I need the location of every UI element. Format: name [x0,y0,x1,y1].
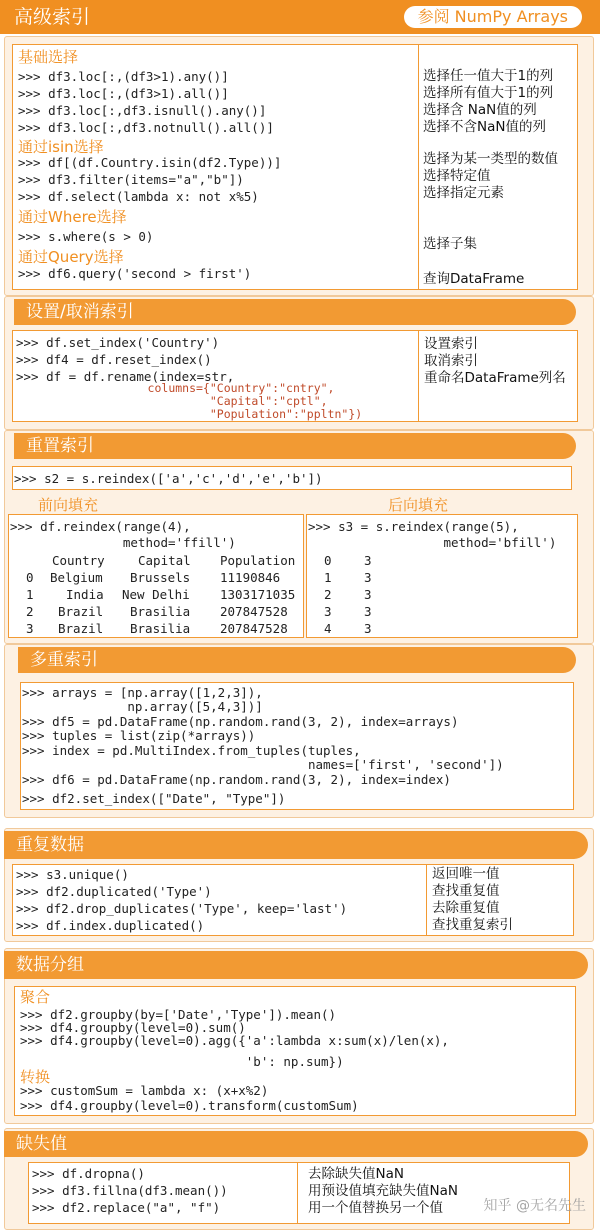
section-header-duplicates: 重复数据 [4,831,588,859]
code-line: >>> df6 = pd.DataFrame(np.random.rand(3, 2), index=index) [22,772,451,787]
table-cell: 3 [364,570,372,585]
description: 去除缺失值NaN [308,1166,404,1182]
section-header-multiindex: 多重索引 [18,647,576,673]
description: 选择所有值大于1的列 [423,85,554,101]
section-header-reindex: 重置索引 [14,433,576,459]
column-divider [426,865,427,935]
table-cell: 207847528 [220,604,288,619]
subheading-isin: 通过isin选择 [18,138,104,156]
table-cell: 207847528 [220,621,288,636]
description: 选择为某一类型的数值 [423,151,558,167]
code-line: >>> df3.filter(items="a","b"]) [18,172,244,187]
table-cell: 1 [324,570,332,585]
code-line: >>> df3.loc[:,df3.isnull().any()] [18,103,267,118]
column-divider [418,331,419,421]
description: 用一个值替换另一个值 [308,1200,443,1216]
table-cell: India [66,587,104,602]
code-line: >>> df4 = df.reset_index() [16,352,212,367]
table-cell: 2 [324,587,332,602]
code-line: method='ffill') [10,535,236,550]
description: 去除重复值 [432,900,500,916]
code-line: >>> df.set_index('Country') [16,335,220,350]
table-cell: 1 [26,587,34,602]
description: 用预设值填充缺失值NaN [308,1183,458,1199]
numpy-reference-link[interactable]: 参阅 NumPy Arrays [404,6,582,28]
code-line: >>> df3.loc[:,(df3>1).all()] [18,86,229,101]
code-line: >>> df2.set_index(["Date", "Type"]) [22,791,286,806]
table-cell: 3 [324,604,332,619]
code-line: names=['first', 'second']) [22,757,504,772]
subheading-transform: 转换 [20,1068,51,1086]
code-line: >>> arrays = [np.array([1,2,3]), [22,685,263,700]
code-line: method='bfill') [308,535,557,550]
table-cell: 0 [324,553,332,568]
code-line: >>> df[(df.Country.isin(df2.Type))] [18,155,282,170]
section-header-set-index: 设置/取消索引 [14,299,576,325]
code-line: >>> df2.duplicated('Type') [16,884,212,899]
section-title: 高级索引 [14,6,91,28]
code-line: "Population":"ppltn"}) [16,407,363,421]
table-cell: 3 [364,621,372,636]
table-cell: 3 [26,621,34,636]
description: 查找重复值 [432,883,500,899]
column-divider [297,1163,298,1223]
subheading-basic-selection: 基础选择 [18,48,79,66]
table-cell: 3 [364,604,372,619]
section-header-groupby: 数据分组 [4,951,588,979]
code-line: >>> df.index.duplicated() [16,918,205,933]
description: 选择特定值 [423,168,491,184]
code-line: >>> df2.drop_duplicates('Type', keep='last') [16,901,348,916]
code-line: >>> df3.loc[:,(df3>1).any()] [18,69,229,84]
table-header-cell: Country [52,553,105,568]
code-line: >>> df3.loc[:,df3.notnull().all()] [18,120,274,135]
code-line: >>> df3.fillna(df3.mean()) [32,1183,228,1198]
table-header-cell: Capital [138,553,191,568]
table-cell: New Delhi [122,587,190,602]
subheading-aggregation: 聚合 [20,988,51,1006]
code-line: 'b': np.sum}) [20,1054,344,1069]
code-line: >>> df.select(lambda x: not x%5) [18,189,259,204]
code-line: >>> df = df.rename(index=str, [16,369,235,384]
subheading-backward-fill: 后向填充 [388,496,449,514]
code-line: >>> customSum = lambda x: (x+x%2) [20,1083,269,1098]
column-divider [418,45,419,289]
code-line: >>> df.dropna() [32,1166,145,1181]
code-line: >>> index = pd.MultiIndex.from_tuples(tuples, [22,743,361,758]
section-header-advanced-indexing [0,0,600,34]
code-line: >>> s3.unique() [16,867,129,882]
table-cell: 0 [26,570,34,585]
description: 选择不含NaN值的列 [423,119,546,135]
description: 选择任一值大于1的列 [423,68,554,84]
table-cell: Brussels [130,570,191,585]
table-cell: 4 [324,621,332,636]
code-line: >>> df4.groupby(level=0).transform(customSum) [20,1098,359,1113]
code-line: >>> df2.groupby(by=['Date','Type']).mean() [20,1007,337,1022]
table-cell: 2 [26,604,34,619]
code-line: np.array([5,4,3])] [22,699,263,714]
table-header-cell: Population [220,553,296,568]
subheading-forward-fill: 前向填充 [38,496,99,514]
table-cell: 1303171035 [220,587,296,602]
code-line: >>> tuples = list(zip(*arrays)) [22,728,256,743]
table-cell: 11190846 [220,570,281,585]
description: 选择指定元素 [423,185,504,201]
description: 重命名DataFrame列名 [424,370,566,386]
description: 查找重复索引 [432,917,513,933]
code-line: columns={"Country":"cntry", [16,381,335,395]
table-cell: Brasilia [130,621,191,636]
description: 设置索引 [424,336,478,352]
section-header-missing-values: 缺失值 [4,1131,588,1157]
description: 查询DataFrame [423,271,525,287]
description: 选择子集 [423,236,477,252]
description: 选择含 NaN值的列 [423,102,537,118]
table-cell: 3 [364,553,372,568]
code-line: >>> s2 = s.reindex(['a','c','d','e','b']) [14,471,323,486]
table-cell: 3 [364,587,372,602]
watermark: 知乎 @无名先生 [483,1198,586,1214]
code-line: >>> df5 = pd.DataFrame(np.random.rand(3, 2), index=arrays) [22,714,459,729]
code-line: >>> df4.groupby(level=0).agg({'a':lambda x:sum(x)/len(x), [20,1033,449,1048]
description: 返回唯一值 [432,866,500,882]
subheading-query: 通过Query选择 [18,248,124,266]
subheading-where: 通过Where选择 [18,208,127,226]
code-line: >>> df.reindex(range(4), [10,519,191,534]
code-line: >>> df6.query('second > first') [18,266,252,281]
table-cell: Brasilia [130,604,191,619]
code-line: >>> s3 = s.reindex(range(5), [308,519,519,534]
code-line: >>> s.where(s > 0) [18,229,154,244]
code-line: "Capital":"cptl", [16,394,328,408]
table-cell: Belgium [50,570,103,585]
code-line: >>> df4.groupby(level=0).sum() [20,1020,246,1035]
table-cell: Brazil [58,604,104,619]
description: 取消索引 [424,353,478,369]
code-line: >>> df2.replace("a", "f") [32,1200,221,1215]
table-cell: Brazil [58,621,104,636]
